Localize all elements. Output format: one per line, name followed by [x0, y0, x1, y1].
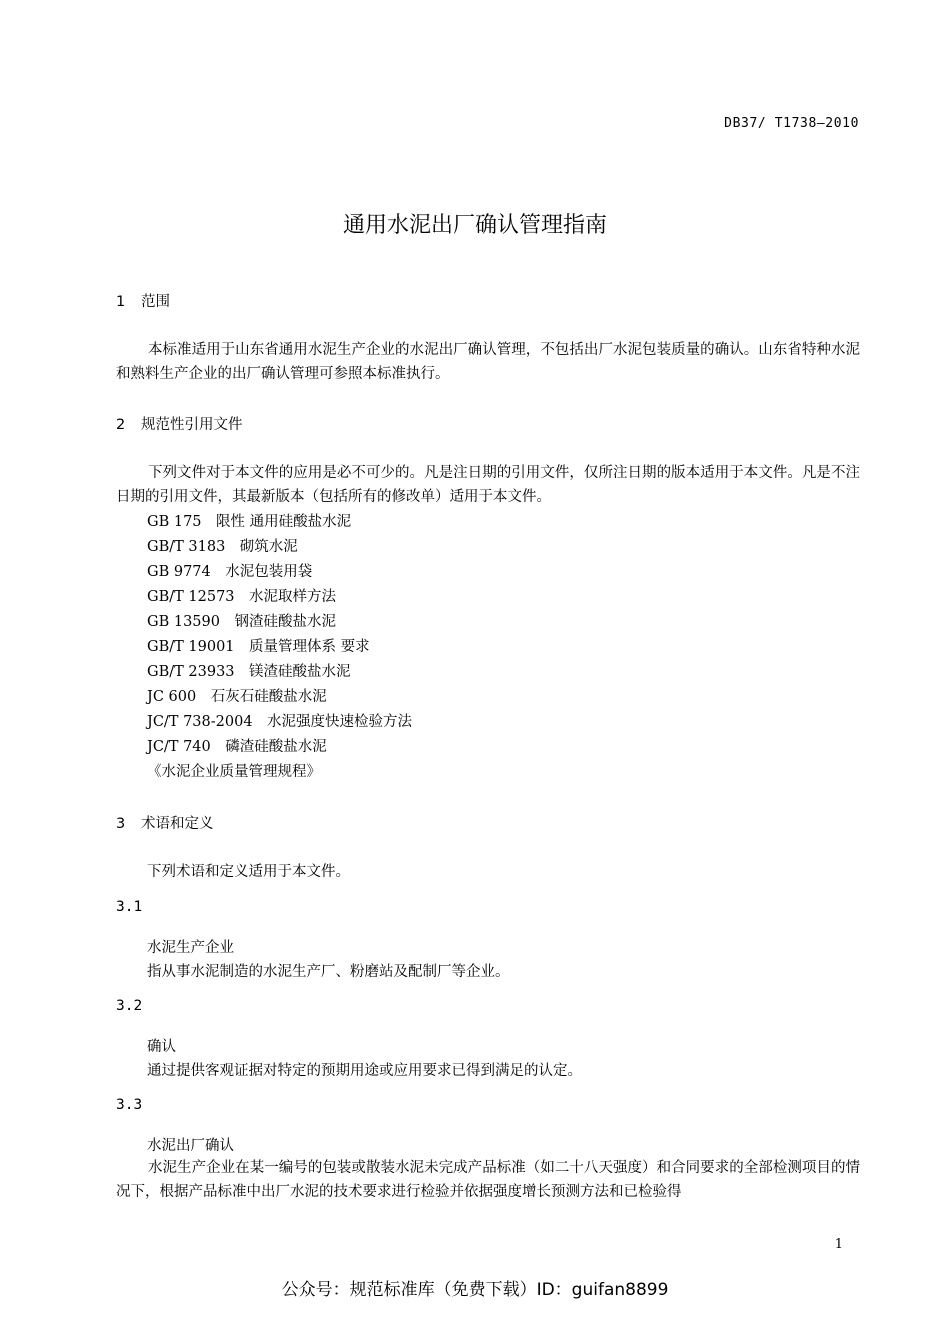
reference-item: JC 600 石灰石硅酸盐水泥: [147, 689, 327, 705]
reference-item: JC/T 740 磷渣硅酸盐水泥: [147, 739, 327, 755]
document-title: 通用水泥出厂确认管理指南: [342, 213, 607, 238]
section-number: 1: [116, 294, 126, 310]
reference-item: GB 13590 钢渣硅酸盐水泥: [147, 614, 336, 630]
reference-item: GB/T 19001 质量管理体系 要求: [147, 639, 370, 655]
footer-watermark: 公众号：规范标准库（免费下载）ID：guifan8899: [281, 1280, 669, 1300]
reference-item: GB/T 3183 砌筑水泥: [147, 539, 298, 555]
reference-item: GB 9774 水泥包装用袋: [147, 564, 313, 580]
terms-intro: 下列术语和定义适用于本文件。: [147, 864, 350, 880]
term-number: 3.3: [116, 1097, 143, 1113]
term-number: 3.1: [116, 899, 143, 915]
section-heading-references: [116, 413, 243, 434]
page-number: 1: [834, 1237, 843, 1252]
section-number: 2: [116, 417, 126, 433]
section-number: 3: [116, 816, 126, 832]
term-definition: 指从事水泥制造的水泥生产厂、粉磨站及配制厂等企业。: [147, 964, 510, 980]
section-title: 术语和定义: [141, 816, 214, 832]
term-title: 水泥生产企业: [147, 940, 234, 956]
reference-item: 《水泥企业质量管理规程》: [147, 764, 321, 780]
scope-paragraph: 本标准适用于山东省通用水泥生产企业的水泥出厂确认管理，不包括出厂水泥包装质量的确认。山东省特种水泥和熟料生产企业的出厂确认管理可参照本标准执行。: [116, 342, 860, 382]
term-number: 3.2: [116, 998, 143, 1014]
standard-code: DB37/ T1738—2010: [724, 116, 859, 131]
section-title: 规范性引用文件: [141, 417, 243, 433]
reference-list: [147, 510, 412, 785]
term-title: 确认: [147, 1039, 176, 1055]
reference-item: JC/T 738-2004 水泥强度快速检验方法: [147, 714, 413, 730]
section-heading-scope: [116, 290, 170, 311]
references-paragraph: 下列文件对于本文件的应用是必不可少的。凡是注日期的引用文件，仅所注日期的版本适用于本文件。凡是不注日期的引用文件，其最新版本（包括所有的修改单）适用于本文件。: [116, 465, 860, 505]
term-title: 水泥出厂确认: [147, 1138, 234, 1154]
section-title: 范围: [141, 294, 170, 310]
reference-item: GB/T 12573 水泥取样方法: [147, 589, 337, 605]
reference-item: GB/T 23933 镁渣硅酸盐水泥: [147, 664, 351, 680]
section-heading-terms: [116, 812, 214, 833]
term-definition: 通过提供客观证据对特定的预期用途或应用要求已得到满足的认定。: [147, 1063, 582, 1079]
term-definition: 水泥生产企业在某一编号的包装或散装水泥未完成产品标准（如二十八天强度）和合同要求的全部检测项目的情况下，根据产品标准中出厂水泥的技术要求进行检验并依据强度增长预测方法和已检验得: [116, 1160, 860, 1200]
reference-item: GB 175 限性 通用硅酸盐水泥: [147, 514, 352, 530]
